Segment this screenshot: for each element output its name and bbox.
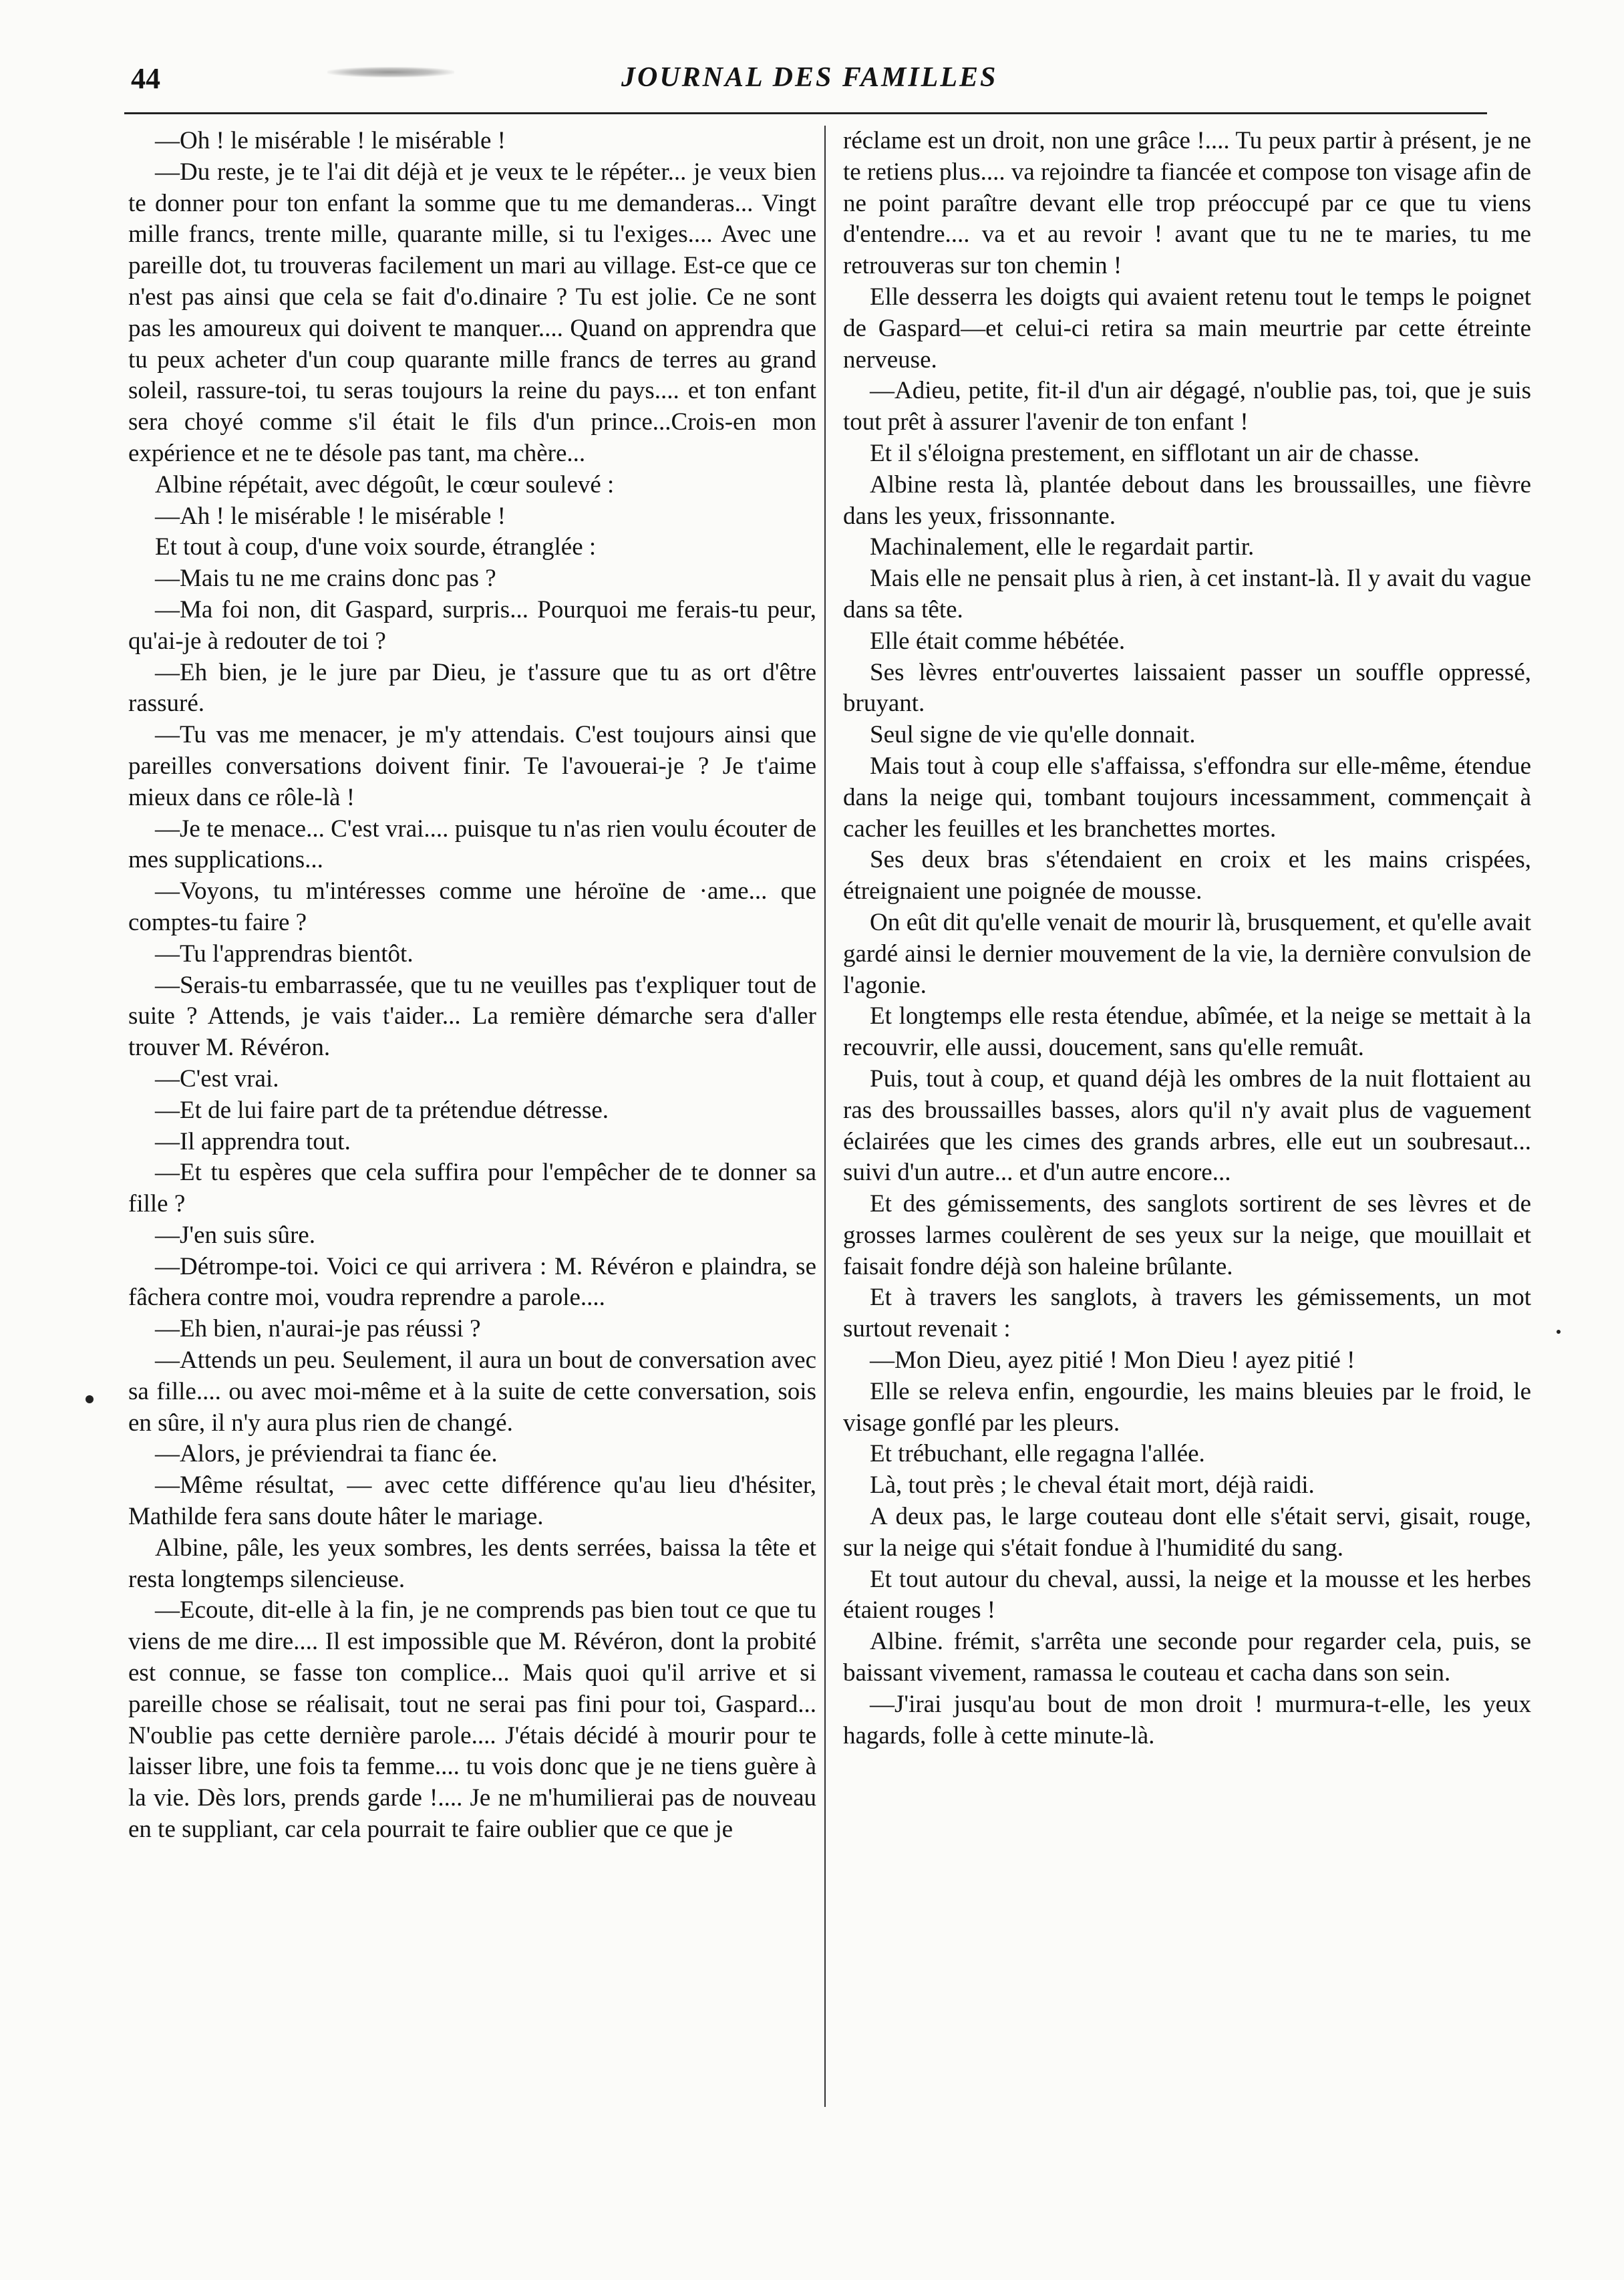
paragraph: Albine répétait, avec dégoût, le cœur soulevé : — [155, 470, 615, 498]
paragraph: —Même résultat, — avec cette différence qu'au lieu d'hésiter, Mathilde fera sans doute hâter le mariage. — [128, 1471, 816, 1531]
paragraph: Mais tout à coup elle s'affaissa, s'effondra sur elle-même, étendue dans la neige qui, tombant toujours incessamment, commençait à cacher les feuilles et les branchettes mortes. — [843, 752, 1531, 843]
paragraph: —Mon Dieu, ayez pitié ! Mon Dieu ! ayez pitié ! — [870, 1346, 1355, 1375]
paragraph: Et tout à coup, d'une voix sourde, étranglée : — [155, 533, 597, 561]
paragraph: Puis, tout à coup, et quand déjà les ombres de la nuit flottaient au ras des broussailles basses, alors qu'il n'y avait plus de vaguement éclairées que les cimes des grands arbres, elle eut un soubresaut... suivi d'un autre... et d'un autre encore... — [843, 1064, 1531, 1187]
paragraph: Ses lèvres entr'ouvertes laissaient passer un souffle oppressé, bruyant. — [843, 658, 1531, 718]
paragraph: Et tout autour du cheval, aussi, la neige et la mousse et les herbes étaient rouges ! — [843, 1565, 1531, 1624]
paragraph: —Du reste, je te l'ai dit déjà et je veux te le répéter... je veux bien te donner pour ton enfant la somme que tu me demanderas... Vingt mille francs, trente mille, quarante mille, si tu l'exiges.... Avec une pareille dot, tu trouveras facilement un mari au village. Est-ce que ce n'est pas ainsi que cela se fait d'o.dinaire ? Tu est jolie. Ce ne sont pas les amoureux qui doivent te manquer.... Quand on apprendra que tu peux acheter d'un coup quarante mille francs de terres au grand soleil, rassure-toi, tu seras toujours la reine du pays.... et ton enfant sera choyé comme s'il était le fils d'un prince...Crois-en mon expérience et ne te désole pas tant, ma chère... — [128, 158, 816, 467]
paragraph: Albine, pâle, les yeux sombres, les dents serrées, baissa la tête et resta longtemps silencieuse. — [128, 1534, 816, 1593]
paragraph: Elle desserra les doigts qui avaient retenu tout le temps le poignet de Gaspard—et celui-ci retira sa main meurtrie par cette étreinte nerveuse. — [843, 283, 1531, 374]
page-number: 44 — [131, 62, 160, 95]
paragraph: —Ah ! le misérable ! le misérable ! — [155, 502, 506, 530]
paragraph: Albine. frémit, s'arrêta une seconde pour regarder cela, puis, se baissant vivement, ramassa le couteau et cacha dans son sein. — [843, 1628, 1531, 1687]
paragraph: Machinalement, elle le regardait partir. — [870, 533, 1255, 561]
left-column — [128, 126, 816, 1846]
paragraph: Et trébuchant, elle regagna l'allée. — [870, 1440, 1205, 1468]
paragraph: Et à travers les sanglots, à travers les gémissements, un mot surtout revenait : — [843, 1284, 1531, 1343]
paragraph: Mais elle ne pensait plus à rien, à cet instant-là. Il y avait du vague dans sa tête. — [843, 565, 1531, 623]
paragraph: —Je te menace... C'est vrai.... puisque tu n'as rien voulu écouter de mes supplications... — [128, 815, 816, 874]
paragraph: —Et tu espères que cela suffira pour l'empêcher de te donner sa fille ? — [128, 1159, 816, 1218]
paragraph: A deux pas, le large couteau dont elle s'était servi, gisait, rouge, sur la neige qui s'était fondue à l'humidité du sang. — [843, 1503, 1531, 1562]
paragraph: —Tu vas me menacer, je m'y attendais. C'est toujours ainsi que pareilles conversations doivent finir. Te l'avouerai-je ? Je t'aime mieux dans ce rôle-là ! — [128, 721, 816, 811]
paragraph: —Détrompe-toi. Voici ce qui arrivera : M. Révéron e plaindra, se fâchera contre moi, voudra reprendre a parole.... — [128, 1252, 816, 1312]
paragraph: Albine resta là, plantée debout dans les broussailles, une fièvre dans les yeux, frissonnante. — [843, 470, 1531, 530]
paragraph: Elle se releva enfin, engourdie, les mains bleuies par le froid, le visage gonflé par les pleurs. — [843, 1377, 1531, 1437]
paragraph: —Ecoute, dit-elle à la fin, je ne comprends pas bien tout ce que tu viens de me dire.... Il est impossible que M. Révéron, dont la probité est connue, se fasse ton complice... Mais quoi qu'il arrive et si pareille chose se réalisait, tout ne serai pas fini pour toi, Gaspard... N'oublie pas cette dernière parole.... J'étais décidé à mourir pour te laisser libre, une fois ta femme.... tu vois donc que je ne tiens guère à la vie. Dès lors, prends garde !.... Je ne m'humilierai pas de nouveau en te suppliant, car cela pourrait te faire oublier que ce que je — [128, 1596, 816, 1844]
page-header — [0, 0, 1624, 127]
journal-title: JOURNAL DES FAMILLES — [621, 62, 998, 93]
paragraph: Et il s'éloigna prestement, en sifflotant un air de chasse. — [870, 439, 1420, 467]
paragraph: —J'irai jusqu'au bout de mon droit ! murmura-t-elle, les yeux hagards, folle à cette minute-là. — [843, 1690, 1531, 1749]
header-rule — [124, 112, 1487, 114]
right-column — [843, 126, 1531, 1751]
paragraph: —Mais tu ne me crains donc pas ? — [155, 565, 496, 593]
paragraph: —Ma foi non, dit Gaspard, surpris... Pourquoi me ferais-tu peur, qu'ai-je à redouter de toi ? — [128, 595, 816, 655]
paragraph: —C'est vrai. — [155, 1064, 279, 1093]
paragraph: Et longtemps elle resta étendue, abîmée, et la neige se mettait à la recouvrir, elle aussi, doucement, sans qu'elle remuât. — [843, 1002, 1531, 1062]
paragraph: —Adieu, petite, fit-il d'un air dégagé, n'oublie pas, toi, que je suis tout prêt à assurer l'avenir de ton enfant ! — [843, 377, 1531, 436]
paragraph: —Eh bien, je le jure par Dieu, je t'assure que tu as ort d'être rassuré. — [128, 658, 816, 718]
paragraph: —Il apprendra tout. — [155, 1127, 351, 1155]
paragraph: Ses deux bras s'étendaient en croix et les mains crispées, étreignaient une poignée de mousse. — [843, 846, 1531, 905]
column-divider — [824, 126, 826, 2107]
paragraph: —Eh bien, n'aurai-je pas réussi ? — [155, 1315, 481, 1343]
paragraph: —Voyons, tu m'intéresses comme une héroïne de ·ame... que comptes-tu faire ? — [128, 877, 816, 936]
paragraph: —Oh ! le misérable ! le misérable ! — [155, 127, 506, 154]
ink-spot — [1557, 1330, 1561, 1334]
ink-smudge — [327, 67, 454, 78]
paragraph: Elle était comme hébétée. — [870, 627, 1126, 655]
paragraph: On eût dit qu'elle venait de mourir là, brusquement, et qu'elle avait gardé ainsi le dernier mouvement de la vie, la dernière convulsion de l'agonie. — [843, 908, 1531, 999]
paragraph: —J'en suis sûre. — [155, 1221, 315, 1249]
paragraph: —Alors, je préviendrai ta fianc ée. — [155, 1440, 498, 1468]
paragraph: réclame est un droit, non une grâce !.... Tu peux partir à présent, je ne te retiens plus.... va rejoindre ta fiancée et compose ton visage afin de ne point paraître devant elle trop préoccupé par ce que tu viens d'entendre.... va et au revoir ! avant que tu ne te maries, tu me retrouveras sur ton chemin ! — [843, 127, 1531, 280]
paragraph: Seul signe de vie qu'elle donnait. — [870, 721, 1196, 749]
paragraph: —Tu l'apprendras bientôt. — [155, 940, 414, 968]
paragraph: —Serais-tu embarrassée, que tu ne veuilles pas t'expliquer tout de suite ? Attends, je vais t'aider... La remière démarche sera d'aller trouver M. Révéron. — [128, 971, 816, 1062]
paragraph: Là, tout près ; le cheval était mort, déjà raidi. — [870, 1471, 1315, 1500]
ink-spot — [86, 1395, 94, 1403]
paragraph: Et des gémissements, des sanglots sortirent de ses lèvres et de grosses larmes coulèrent de ses yeux sur la neige, que mouillait et faisait fondre déjà son haleine brûlante. — [843, 1190, 1531, 1280]
paragraph: —Et de lui faire part de ta prétendue détresse. — [155, 1096, 609, 1124]
paragraph: —Attends un peu. Seulement, il aura un bout de conversation avec sa fille.... ou avec moi-même et à la suite de cette conversation, sois en sûre, il n'y aura plus rien de changé. — [128, 1346, 816, 1437]
